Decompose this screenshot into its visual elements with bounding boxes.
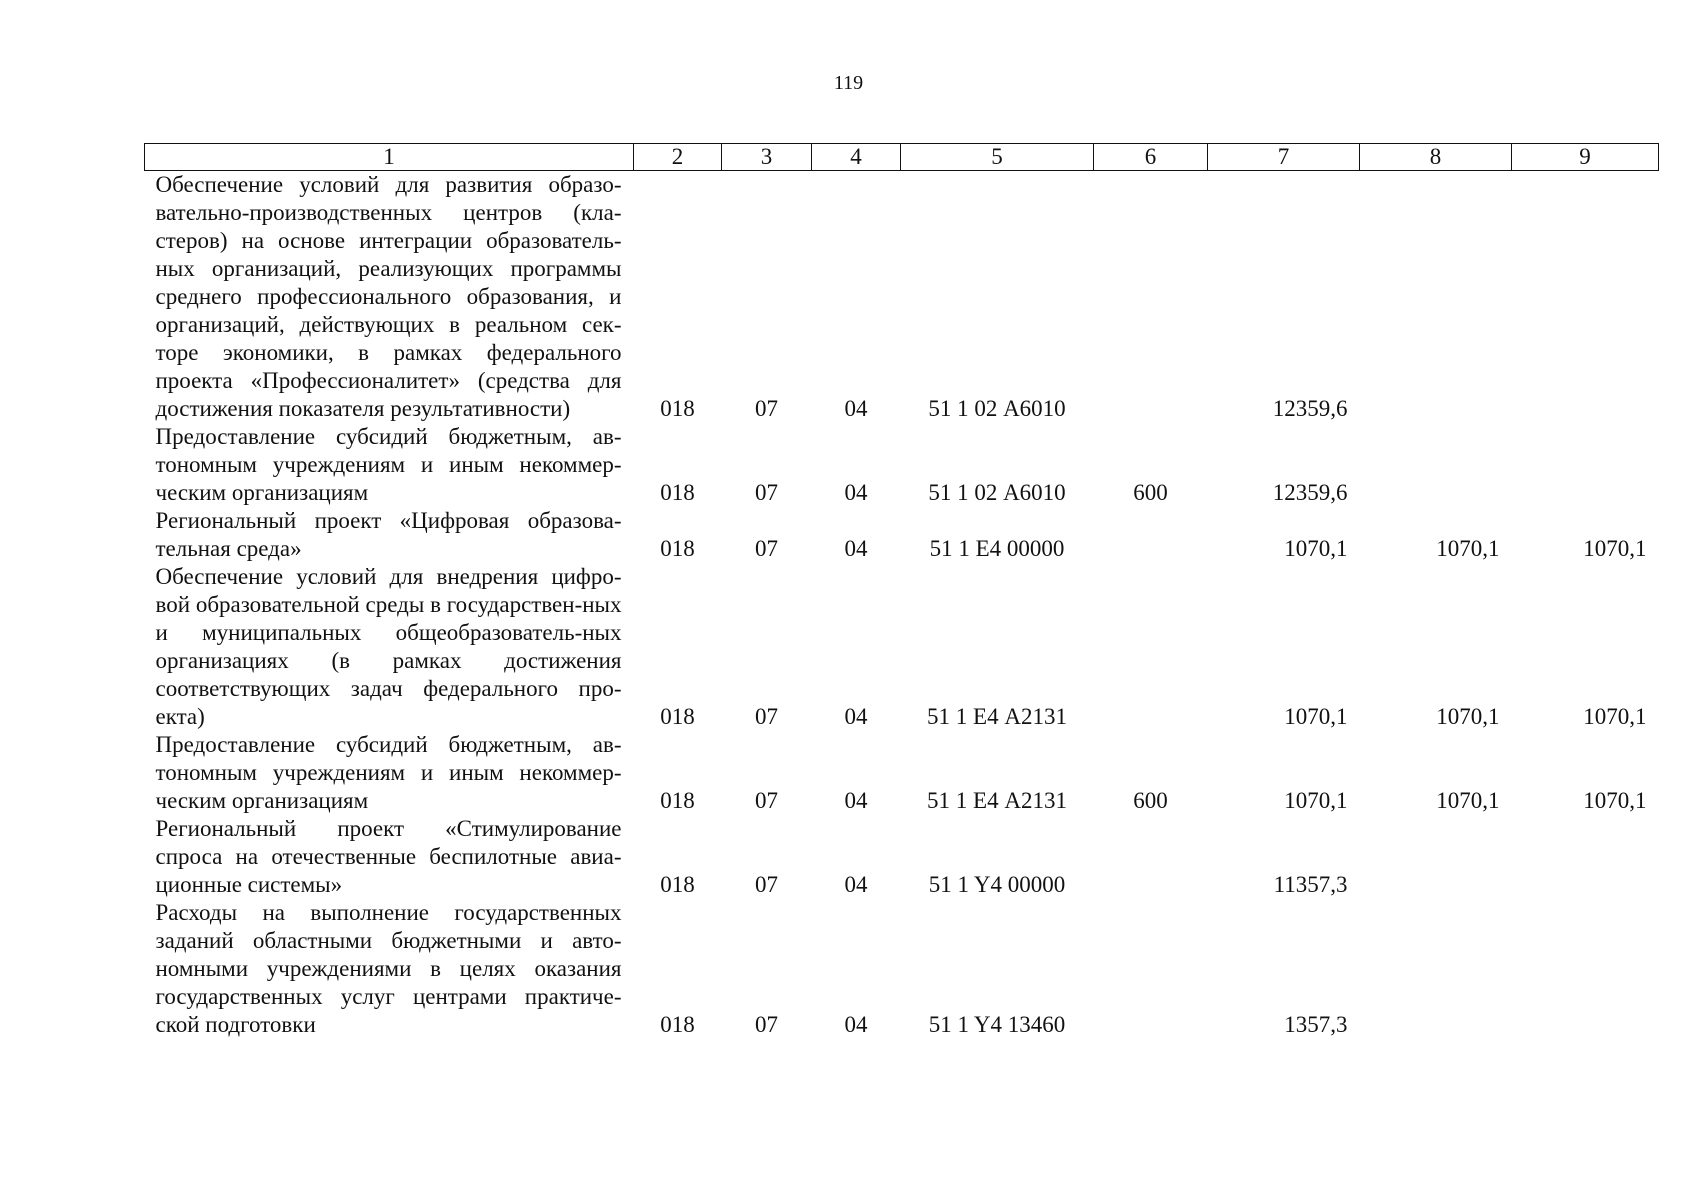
amount-col9: 1070,1 — [1583, 788, 1647, 813]
section-code: 07 — [755, 788, 778, 813]
table-row — [145, 171, 1659, 424]
table-row — [145, 815, 1659, 899]
ministry-code: 018 — [660, 536, 695, 561]
amount-col9 — [1512, 815, 1659, 899]
ministry-code: 018 — [660, 704, 695, 729]
column-number-header: 1 — [145, 144, 634, 171]
subsection-code: 04 — [844, 872, 868, 897]
section-code: 07 — [755, 704, 778, 729]
subsection-code: 04 — [844, 480, 868, 505]
budget-table — [144, 143, 1659, 1039]
table-row — [145, 899, 1659, 1039]
amount-col7: 11357,3 — [1273, 872, 1348, 897]
ministry-code: 018 — [660, 788, 695, 813]
amount-col7: 12359,6 — [1272, 396, 1348, 421]
ministry-code: 018 — [660, 396, 695, 421]
target-article-code: 51 1 Е4 А2131 — [927, 788, 1067, 813]
column-number-header: 5 — [901, 144, 1094, 171]
expense-name: Предоставление субсидий бюджетным, ав-тономным учреждениям и иным некоммер-ческим организациям — [155, 424, 622, 505]
ministry-code: 018 — [660, 872, 695, 897]
expense-name: Предоставление субсидий бюджетным, ав-тономным учреждениям и иным некоммер-ческим организациям — [155, 732, 622, 813]
expense-type-code — [1094, 171, 1208, 424]
expense-type-code: 600 — [1133, 480, 1168, 505]
target-article-code: 51 1 Y4 13460 — [928, 1012, 1066, 1037]
amount-col8 — [1360, 171, 1512, 424]
expense-name: Региональный проект «Цифровая образова-тельная среда» — [155, 508, 622, 561]
subsection-code: 04 — [844, 396, 868, 421]
expense-type-code — [1094, 899, 1208, 1039]
column-number-header: 2 — [634, 144, 722, 171]
amount-col9: 1070,1 — [1583, 704, 1647, 729]
table-row — [145, 731, 1659, 815]
expense-type-code — [1094, 815, 1208, 899]
amount-col8: 1070,1 — [1436, 536, 1500, 561]
column-number-header: 4 — [812, 144, 901, 171]
amount-col7: 1070,1 — [1284, 704, 1348, 729]
section-code: 07 — [755, 872, 778, 897]
table-row — [145, 423, 1659, 507]
amount-col7: 12359,6 — [1272, 480, 1348, 505]
expense-type-code: 600 — [1133, 788, 1168, 813]
expense-name: Региональный проект «Стимулирование спроса на отечественные беспилотные авиа-ционные системы» — [155, 816, 622, 897]
amount-col8 — [1360, 815, 1512, 899]
subsection-code: 04 — [844, 704, 868, 729]
target-article-code: 51 1 02 А6010 — [928, 480, 1066, 505]
amount-col9 — [1512, 899, 1659, 1039]
section-code: 07 — [755, 480, 778, 505]
section-code: 07 — [755, 396, 778, 421]
expense-type-code — [1094, 507, 1208, 563]
amount-col8 — [1360, 899, 1512, 1039]
table-row — [145, 563, 1659, 731]
amount-col7: 1070,1 — [1284, 788, 1348, 813]
amount-col7: 1070,1 — [1284, 536, 1348, 561]
amount-col9 — [1512, 171, 1659, 424]
column-number-header: 6 — [1094, 144, 1208, 171]
column-number-header-row — [145, 144, 1659, 171]
target-article-code: 51 1 Е4 00000 — [929, 536, 1065, 561]
ministry-code: 018 — [660, 480, 695, 505]
table-row — [145, 507, 1659, 563]
target-article-code: 51 1 Y4 00000 — [928, 872, 1066, 897]
expense-name: Обеспечение условий для развития образо-вательно-производственных центров (кла-стеров) на основе интеграции образователь-ных организаций, реализующих программы среднего профессионального образования, и организаций, действующих в реальном сек-торе экономики, в рамках федерального проекта «Профессионалитет» (средства для достижения показателя результативности) — [155, 172, 622, 421]
amount-col9: 1070,1 — [1583, 536, 1647, 561]
amount-col8 — [1360, 423, 1512, 507]
subsection-code: 04 — [844, 788, 868, 813]
ministry-code: 018 — [660, 1012, 695, 1037]
expense-type-code — [1094, 563, 1208, 731]
amount-col7: 1357,3 — [1284, 1012, 1348, 1037]
column-number-header: 7 — [1208, 144, 1360, 171]
page-number: 119 — [833, 72, 864, 94]
subsection-code: 04 — [844, 536, 868, 561]
amount-col8: 1070,1 — [1436, 704, 1500, 729]
target-article-code: 51 1 Е4 А2131 — [927, 704, 1067, 729]
target-article-code: 51 1 02 А6010 — [928, 396, 1066, 421]
section-code: 07 — [755, 536, 778, 561]
section-code: 07 — [755, 1012, 778, 1037]
subsection-code: 04 — [844, 1012, 868, 1037]
amount-col9 — [1512, 423, 1659, 507]
expense-name: Обеспечение условий для внедрения цифро-вой образовательной среды в государствен-ных и муниципальных общеобразователь-ных организациях (в рамках достижения соответствующих задач федерального про-екта) — [155, 564, 622, 729]
column-number-header: 3 — [722, 144, 812, 171]
amount-col8: 1070,1 — [1436, 788, 1500, 813]
expense-name: Расходы на выполнение государственных заданий областными бюджетными и авто-номными учреждениями в целях оказания государственных услуг центрами практиче-ской подготовки — [155, 900, 622, 1037]
column-number-header: 9 — [1512, 144, 1659, 171]
column-number-header: 8 — [1360, 144, 1512, 171]
